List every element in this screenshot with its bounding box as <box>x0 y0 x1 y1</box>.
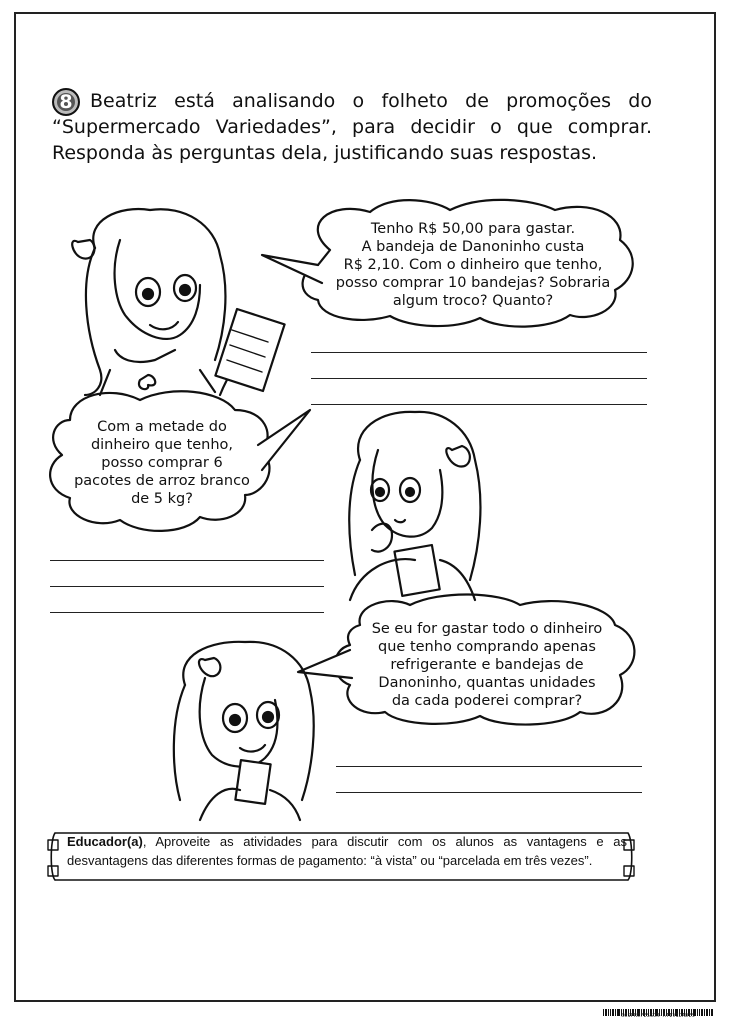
answer-line[interactable] <box>50 612 324 613</box>
educator-text: , Aproveite as atividades para discutir com os alunos as vantagens e as desvantagens das diferentes formas de pagamento: “à vista” ou “parcelada em três vezes”. <box>67 834 627 868</box>
answer-line[interactable] <box>336 792 642 793</box>
bubble-1-line: A bandeja de Danoninho custa <box>361 239 585 255</box>
bubble-1-tail <box>262 255 322 283</box>
bubble-3-line: da cada poderei comprar? <box>391 693 583 709</box>
bubble-2-tail <box>258 410 310 470</box>
girl-1-drawing <box>72 209 284 395</box>
answer-line[interactable] <box>311 404 647 405</box>
girl-3-drawing <box>174 642 314 820</box>
bubble-2-line: pacotes de arroz branco <box>74 473 250 489</box>
answer-line[interactable] <box>311 352 647 353</box>
question-number-badge: 8 <box>52 88 80 116</box>
bubble-3-line: Se eu for gastar todo o dinheiro <box>371 621 603 637</box>
question-text-content: Beatriz está analisando o folheto de promoções do “Supermercado Variedades”, para decidir o que comprar. Responda às perguntas dela, justificando suas respostas. <box>52 90 652 164</box>
bubble-1-text <box>328 220 618 310</box>
bubble-2-text <box>64 418 260 508</box>
answer-line[interactable] <box>50 560 324 561</box>
bubble-1-line: R$ 2,10. Com o dinheiro que tenho, <box>343 257 603 273</box>
bubble-3-text <box>352 620 622 710</box>
educator-note <box>67 832 627 870</box>
answer-line[interactable] <box>336 766 642 767</box>
barcode-text: SOSPROFESSOR-ATIVIDADES <box>621 1013 695 1019</box>
bubble-3-line: refrigerante e bandejas de <box>390 657 584 673</box>
bubble-2-line: de 5 kg? <box>131 491 193 507</box>
bubble-2-line: dinheiro que tenho, <box>90 437 234 453</box>
answer-line[interactable] <box>50 586 324 587</box>
bubble-1-line: algum troco? Quanto? <box>392 293 554 309</box>
answer-line[interactable] <box>311 378 647 379</box>
bubble-1-line: Tenho R$ 50,00 para gastar. <box>370 221 576 237</box>
bubble-2-line: Com a metade do <box>97 419 227 435</box>
answer-lines-3 <box>336 766 642 818</box>
bubble-1-line: posso comprar 10 bandejas? Sobraria <box>335 275 611 291</box>
bubble-2-line: posso comprar 6 <box>101 455 223 471</box>
bubble-3-line: Danoninho, quantas unidades <box>378 675 596 691</box>
question-text <box>52 88 652 166</box>
girl-2-drawing <box>349 412 480 600</box>
answer-lines-1b <box>311 404 647 430</box>
answer-lines-1 <box>311 352 647 404</box>
educator-label: Educador(a) <box>67 834 143 849</box>
bubble-3-line: que tenho comprando apenas <box>378 639 596 655</box>
answer-lines-2 <box>50 560 324 638</box>
